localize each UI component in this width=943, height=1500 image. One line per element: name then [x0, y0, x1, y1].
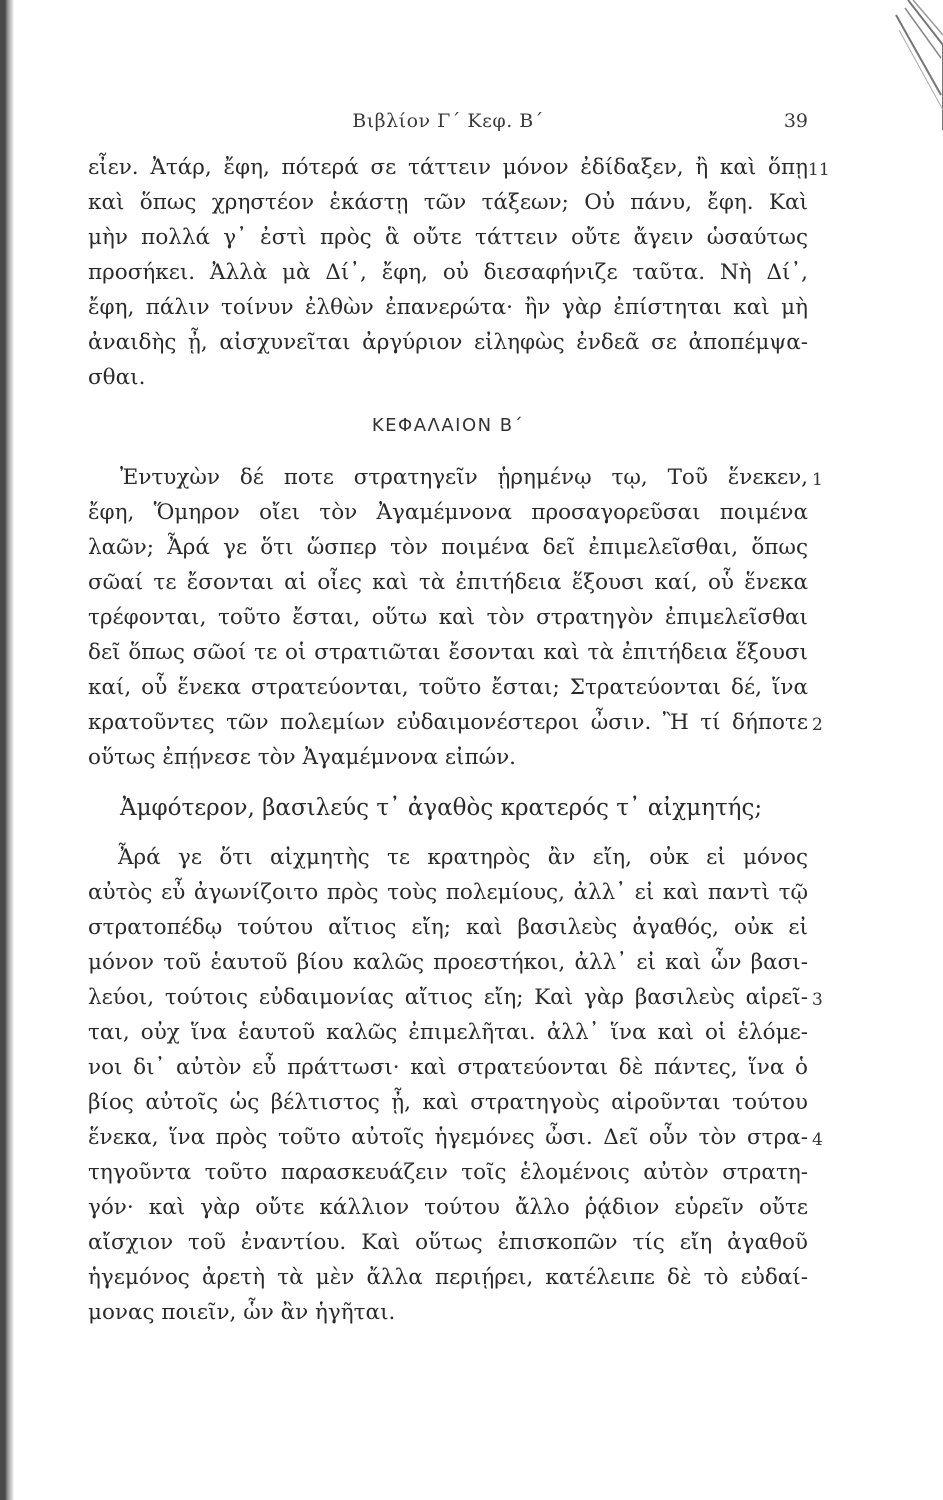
page-header — [88, 110, 808, 140]
page-binding-edge — [0, 0, 14, 1500]
text-line: δεῖ ὅπως σῶοί τε οἱ στρατιῶται ἔσονται καὶ τὰ ἐπιτήδεια ἕξουσι — [88, 640, 808, 665]
text-line: ἔφη, Ὅμηρον οἴει τὸν Ἀγαμέμνονα προσαγορεῦσαι ποιμένα — [88, 500, 808, 525]
section-number: 2 — [812, 715, 823, 735]
section-number: 1 — [812, 470, 823, 490]
section-number: 4 — [812, 1130, 823, 1150]
chapter-heading: ΚΕΦΑΛΑΙΟΝ Β΄ — [371, 415, 525, 436]
text-line: ἔφη, πάλιν τοίνυν ἐλθὼν ἐπανερώτα· ἢν γὰρ ἐπίστηται καὶ μὴ — [88, 295, 808, 320]
text-line: κρατοῦντες τῶν πολεμίων εὐδαιμονέστεροι ὦσιν. Ἢ τί δήποτε — [88, 710, 808, 735]
text-line: σῶαί τε ἔσονται αἱ οἶες καὶ τὰ ἐπιτήδεια ἕξουσι καί, οὗ ἕνεκα — [88, 570, 808, 595]
text-line: μόνον τοῦ ἑαυτοῦ βίου καλῶς προεστήκοι, ἀλλ᾽ εἰ καὶ ὧν βασι- — [88, 950, 808, 975]
text-line: αὐτὸς εὖ ἀγωνίζοιτο πρὸς τοὺς πολεμίους, ἀλλ᾽ εἰ καὶ παντὶ τῷ — [88, 880, 808, 905]
text-line: λεύοι, τούτοις εὐδαιμονίας αἴτιος εἴη; Καὶ γὰρ βασιλεὺς αἱρεῖ- — [88, 985, 808, 1010]
text-line: σθαι. — [88, 365, 146, 390]
text-line: βίος αὐτοῖς ὡς βέλτιστος ᾖ, καὶ στρατηγοὺς αἱροῦνται τούτου — [88, 1090, 808, 1115]
section-number: 11 — [808, 160, 830, 180]
book-page — [88, 0, 808, 1500]
homeric-verse: Ἀμφότερον, βασιλεύς τ᾽ ἀγαθὸς κρατερός τ᾽ αἰχμητής; — [120, 795, 763, 821]
text-line: ἡγεμόνος ἀρετὴ τὰ μὲν ἄλλα περιῄρει, κατέλειπε δὲ τὸ εὐδαί- — [88, 1265, 808, 1290]
text-line: στρατοπέδῳ τούτου αἴτιος εἴη; καὶ βασιλεὺς ἀγαθός, οὐκ εἰ — [88, 915, 808, 940]
text-line: τρέφονται, τοῦτο ἔσται, οὕτω καὶ τὸν στρατηγὸν ἐπιμελεῖσθαι — [88, 605, 808, 630]
text-line: αἴσχιον τοῦ ἐναντίου. Καὶ οὕτως ἐπισκοπῶν τίς εἴη ἀγαθοῦ — [88, 1230, 808, 1255]
section-number: 3 — [812, 990, 823, 1010]
text-line: οὕτως ἐπῄνεσε τὸν Ἀγαμέμνονα εἰπών. — [88, 745, 517, 770]
text-line: λαῶν; Ἆρά γε ὅτι ὥσπερ τὸν ποιμένα δεῖ ἐπιμελεῖσθαι, ὅπως — [88, 535, 808, 560]
text-line: καὶ ὅπως χρηστέον ἑκάστῃ τῶν τάξεων; Οὐ πάνυ, ἔφη. Καὶ — [88, 190, 808, 215]
text-line: μονας ποιεῖν, ὧν ἂν ἡγῆται. — [88, 1300, 396, 1325]
text-line: καί, οὗ ἕνεκα στρατεύονται, τοῦτο ἔσται; Στρατεύονται δέ, ἵνα — [88, 675, 808, 700]
running-head: Βιβλίον Γ΄ Κεφ. Β΄ — [352, 110, 544, 132]
text-line: εἶεν. Ἀτάρ, ἔφη, πότερά σε τάττειν μόνον ἐδίδαξεν, ἢ καὶ ὅπῃ — [88, 155, 808, 180]
text-line: Ἆρά γε ὅτι αἰχμητὴς τε κρατηρὸς ἂν εἴη, οὐκ εἰ μόνος — [118, 845, 808, 870]
text-line: ἀναιδὴς ᾖ, αἰσχυνεῖται ἀργύριον εἰληφὼς ἐνδεᾶ σε ἀποπέμψα- — [88, 330, 808, 355]
text-line: γόν· καὶ γὰρ οὔτε κάλλιον τούτου ἄλλο ῥᾴδιον εὑρεῖν οὔτε — [88, 1195, 808, 1220]
text-line: νοι δι᾽ αὐτὸν εὖ πράττωσι· καὶ στρατεύονται δὲ πάντες, ἵνα ὁ — [88, 1055, 808, 1080]
text-line: ται, οὐχ ἵνα ἑαυτοῦ καλῶς ἐπιμελῆται. ἀλλ᾽ ἵνα καὶ οἱ ἑλόμε- — [88, 1020, 808, 1045]
text-line: τηγοῦντα τοῦτο παρασκευάζειν τοῖς ἑλομένοις αὐτὸν στρατη- — [88, 1160, 808, 1185]
text-line: μὴν πολλά γ᾽ ἐστὶ πρὸς ἃ οὔτε τάττειν οὔτε ἄγειν ὡσαύτως — [88, 225, 808, 250]
text-line: ἕνεκα, ἵνα πρὸς τοῦτο αὐτοῖς ἡγεμόνες ὦσι. Δεῖ οὖν τὸν στρα- — [88, 1125, 808, 1150]
text-line: Ἐντυχὼν δέ ποτε στρατηγεῖν ᾑρημένῳ τῳ, Τοῦ ἕνεκεν, — [120, 465, 808, 490]
text-line: προσήκει. Ἀλλὰ μὰ Δί᾽, ἔφη, οὐ διεσαφήνιζε ταῦτα. Νὴ Δί᾽, — [88, 260, 808, 285]
page-number: 39 — [783, 110, 808, 132]
page-corner-fold — [813, 0, 943, 130]
